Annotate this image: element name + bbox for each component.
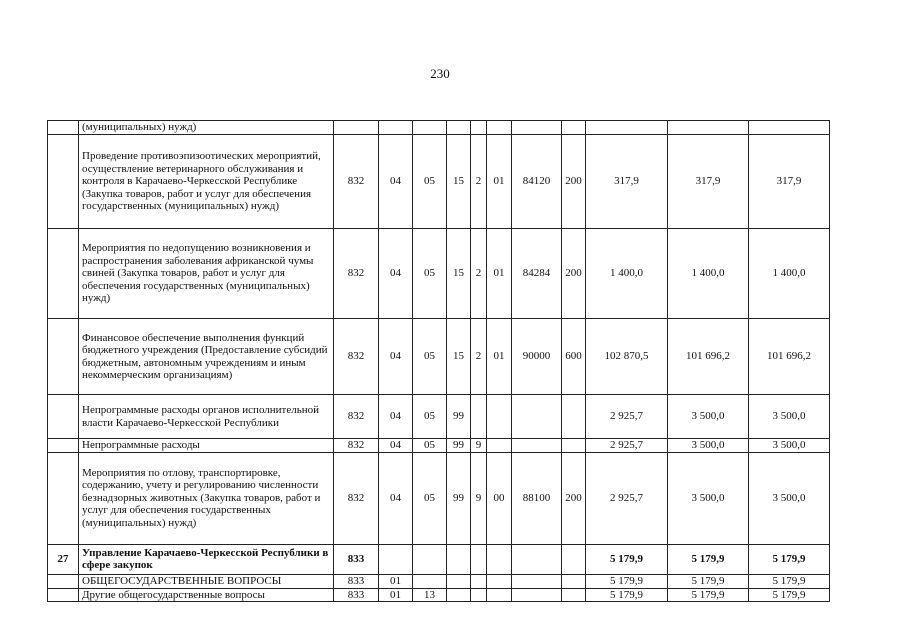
sum-year-3: 3 500,0 bbox=[749, 452, 830, 544]
table-row bbox=[48, 452, 830, 544]
sum-year-1: 317,9 bbox=[586, 135, 668, 229]
subprogram-code bbox=[471, 121, 487, 135]
admin-code: 832 bbox=[334, 395, 379, 439]
admin-code: 833 bbox=[334, 588, 379, 602]
sum-year-3: 5 179,9 bbox=[749, 544, 830, 574]
program-code: 15 bbox=[447, 229, 471, 319]
subsection-code: 05 bbox=[413, 229, 447, 319]
sum-year-2: 5 179,9 bbox=[668, 588, 749, 602]
row-number bbox=[48, 588, 79, 602]
sum-year-3: 5 179,9 bbox=[749, 588, 830, 602]
direction-code bbox=[512, 544, 562, 574]
section-code: 04 bbox=[379, 135, 413, 229]
expense-type-code: 200 bbox=[562, 229, 586, 319]
main-activity-code bbox=[487, 588, 512, 602]
subprogram-code: 9 bbox=[471, 439, 487, 453]
sum-year-2: 101 696,2 bbox=[668, 319, 749, 395]
program-code: 15 bbox=[447, 135, 471, 229]
sum-year-2: 3 500,0 bbox=[668, 439, 749, 453]
sum-year-2: 5 179,9 bbox=[668, 574, 749, 588]
row-name: Финансовое обеспечение выполнения функций бюджетного учреждения (Предоставление субсидий бюджетным, автономным учреждениям и иным некоммерческим организациям) bbox=[79, 319, 334, 395]
section-code: 04 bbox=[379, 319, 413, 395]
sum-year-1: 2 925,7 bbox=[586, 452, 668, 544]
subprogram-code bbox=[471, 574, 487, 588]
table-row bbox=[48, 121, 830, 135]
program-code bbox=[447, 544, 471, 574]
sum-year-2: 5 179,9 bbox=[668, 544, 749, 574]
section-code: 01 bbox=[379, 588, 413, 602]
subprogram-code: 2 bbox=[471, 135, 487, 229]
page-number: 230 bbox=[430, 66, 450, 81]
table-row bbox=[48, 544, 830, 574]
table-row bbox=[48, 439, 830, 453]
sum-year-3: 101 696,2 bbox=[749, 319, 830, 395]
row-name: Мероприятия по недопущению возникновения и распространения заболевания африканской чумы свиней (Закупка товаров, работ и услуг для обеспечения государственных (муниципальных) нужд) bbox=[79, 229, 334, 319]
program-code bbox=[447, 574, 471, 588]
row-number bbox=[48, 121, 79, 135]
table-row bbox=[48, 395, 830, 439]
subsection-code bbox=[413, 121, 447, 135]
program-code: 99 bbox=[447, 439, 471, 453]
table-row bbox=[48, 229, 830, 319]
program-code bbox=[447, 588, 471, 602]
row-number bbox=[48, 439, 79, 453]
section-code bbox=[379, 121, 413, 135]
subsection-code: 13 bbox=[413, 588, 447, 602]
subprogram-code: 9 bbox=[471, 452, 487, 544]
expense-type-code bbox=[562, 588, 586, 602]
sum-year-1 bbox=[586, 121, 668, 135]
subprogram-code: 2 bbox=[471, 229, 487, 319]
row-number bbox=[48, 229, 79, 319]
table-body bbox=[48, 121, 830, 602]
section-code bbox=[379, 544, 413, 574]
main-activity-code: 01 bbox=[487, 319, 512, 395]
sum-year-2: 317,9 bbox=[668, 135, 749, 229]
sum-year-2: 1 400,0 bbox=[668, 229, 749, 319]
subprogram-code bbox=[471, 395, 487, 439]
expense-type-code bbox=[562, 439, 586, 453]
sum-year-3: 317,9 bbox=[749, 135, 830, 229]
subsection-code: 05 bbox=[413, 319, 447, 395]
section-code: 04 bbox=[379, 452, 413, 544]
row-name: ОБЩЕГОСУДАРСТВЕННЫЕ ВОПРОСЫ bbox=[79, 574, 334, 588]
program-code bbox=[447, 121, 471, 135]
expense-type-code bbox=[562, 395, 586, 439]
expense-type-code: 200 bbox=[562, 135, 586, 229]
subsection-code bbox=[413, 574, 447, 588]
direction-code bbox=[512, 439, 562, 453]
row-number bbox=[48, 574, 79, 588]
program-code: 99 bbox=[447, 452, 471, 544]
row-name: Проведение противоэпизоотических мероприятий, осуществление ветеринарного обслуживания и контроля в Карачаево-Черкесской Республике (Закупка товаров, работ и услуг для обеспечения государственных (муниципальных) нужд) bbox=[79, 135, 334, 229]
admin-code: 832 bbox=[334, 439, 379, 453]
expense-type-code bbox=[562, 121, 586, 135]
sum-year-3: 3 500,0 bbox=[749, 439, 830, 453]
admin-code bbox=[334, 121, 379, 135]
admin-code: 832 bbox=[334, 229, 379, 319]
admin-code: 832 bbox=[334, 319, 379, 395]
sum-year-3: 3 500,0 bbox=[749, 395, 830, 439]
expense-type-code: 200 bbox=[562, 452, 586, 544]
direction-code bbox=[512, 395, 562, 439]
table-row bbox=[48, 319, 830, 395]
main-activity-code bbox=[487, 544, 512, 574]
sum-year-3: 1 400,0 bbox=[749, 229, 830, 319]
sum-year-1: 5 179,9 bbox=[586, 574, 668, 588]
row-number bbox=[48, 135, 79, 229]
direction-code bbox=[512, 588, 562, 602]
sum-year-1: 2 925,7 bbox=[586, 439, 668, 453]
sum-year-3 bbox=[749, 121, 830, 135]
expense-type-code: 600 bbox=[562, 319, 586, 395]
subsection-code: 05 bbox=[413, 452, 447, 544]
expense-type-code bbox=[562, 574, 586, 588]
direction-code: 90000 bbox=[512, 319, 562, 395]
row-number bbox=[48, 452, 79, 544]
main-activity-code: 01 bbox=[487, 229, 512, 319]
sum-year-1: 102 870,5 bbox=[586, 319, 668, 395]
row-name: Непрограммные расходы bbox=[79, 439, 334, 453]
section-code: 04 bbox=[379, 229, 413, 319]
subsection-code: 05 bbox=[413, 395, 447, 439]
program-code: 15 bbox=[447, 319, 471, 395]
admin-code: 832 bbox=[334, 452, 379, 544]
direction-code: 88100 bbox=[512, 452, 562, 544]
sum-year-1: 5 179,9 bbox=[586, 544, 668, 574]
section-code: 01 bbox=[379, 574, 413, 588]
row-name: Непрограммные расходы органов исполнительной власти Карачаево-Черкесской Республики bbox=[79, 395, 334, 439]
row-number bbox=[48, 319, 79, 395]
main-activity-code bbox=[487, 574, 512, 588]
subprogram-code: 2 bbox=[471, 319, 487, 395]
sum-year-2 bbox=[668, 121, 749, 135]
section-code: 04 bbox=[379, 395, 413, 439]
row-name: Управление Карачаево-Черкесской Республики в сфере закупок bbox=[79, 544, 334, 574]
sum-year-1: 1 400,0 bbox=[586, 229, 668, 319]
row-number bbox=[48, 395, 79, 439]
sum-year-1: 2 925,7 bbox=[586, 395, 668, 439]
admin-code: 833 bbox=[334, 544, 379, 574]
section-code: 04 bbox=[379, 439, 413, 453]
row-number: 27 bbox=[48, 544, 79, 574]
table-row bbox=[48, 588, 830, 602]
main-activity-code: 00 bbox=[487, 452, 512, 544]
subprogram-code bbox=[471, 544, 487, 574]
main-activity-code bbox=[487, 395, 512, 439]
table-row bbox=[48, 574, 830, 588]
direction-code bbox=[512, 121, 562, 135]
sum-year-2: 3 500,0 bbox=[668, 452, 749, 544]
subprogram-code bbox=[471, 588, 487, 602]
subsection-code: 05 bbox=[413, 135, 447, 229]
direction-code: 84120 bbox=[512, 135, 562, 229]
direction-code: 84284 bbox=[512, 229, 562, 319]
program-code: 99 bbox=[447, 395, 471, 439]
main-activity-code: 01 bbox=[487, 135, 512, 229]
subsection-code bbox=[413, 544, 447, 574]
expense-type-code bbox=[562, 544, 586, 574]
budget-table bbox=[47, 120, 830, 602]
row-name: (муниципальных) нужд) bbox=[79, 121, 334, 135]
direction-code bbox=[512, 574, 562, 588]
main-activity-code bbox=[487, 439, 512, 453]
subsection-code: 05 bbox=[413, 439, 447, 453]
table-row bbox=[48, 135, 830, 229]
sum-year-2: 3 500,0 bbox=[668, 395, 749, 439]
admin-code: 833 bbox=[334, 574, 379, 588]
sum-year-1: 5 179,9 bbox=[586, 588, 668, 602]
sum-year-3: 5 179,9 bbox=[749, 574, 830, 588]
row-name: Другие общегосударственные вопросы bbox=[79, 588, 334, 602]
row-name: Мероприятия по отлову, транспортировке, содержанию, учету и регулированию численности безнадзорных животных (Закупка товаров, работ и услуг для обеспечения государственных (муниципальных) нужд) bbox=[79, 452, 334, 544]
main-activity-code bbox=[487, 121, 512, 135]
admin-code: 832 bbox=[334, 135, 379, 229]
